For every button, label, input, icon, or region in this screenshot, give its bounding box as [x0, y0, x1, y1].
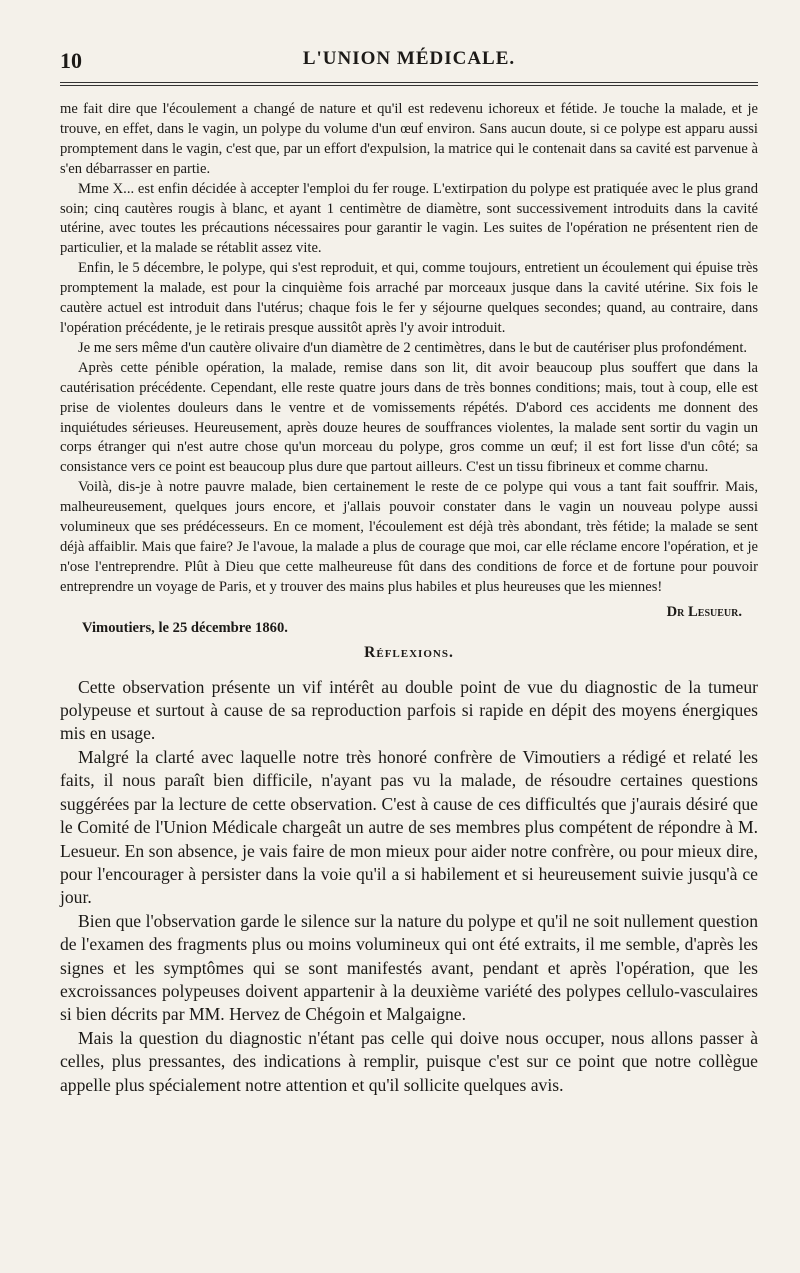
letter-body: [60, 100, 758, 598]
author-signature: Dr Lesueur.: [666, 603, 742, 620]
dateline: Vimoutiers, le 25 décembre 1860.: [82, 619, 288, 636]
paragraph: Je me sers même d'un cautère olivaire d'un diamètre de 2 centimètres, dans le but de cautériser plus profondément.: [78, 339, 748, 356]
paragraph: Mais la question du diagnostic n'étant pas celle qui doive nous occuper, nous allons passer à celles, plus pressantes, des indications à remplir, puisque c'est sur ce point que notre collègue appelle plus spécialement notre attention et qu'il sollicite quelques avis.: [60, 1027, 758, 1095]
header-rule: [60, 82, 758, 83]
section-title: Réflexions.: [364, 643, 454, 661]
paragraph: Voilà, dis-je à notre pauvre malade, bien certainement le reste de ce polype qui vous a tant fait souffrir. Mais, malheureusement, quelques jours encore, et j'allais pouvoir constater dans le vagin un nouveau polype aussi volumineux que ses prédécesseurs. En ce moment, l'écoulement est déjà très abondant, très fétide; la malade se sent déjà affaiblir. Mais que faire? Je l'avoue, la malade a plus de courage que moi, car elle réclame encore l'opération, et je n'ose l'entreprendre. Plût à Dieu que cette malheureuse fût dans des conditions de force et de fortune pour pouvoir entreprendre un voyage de Paris, et y trouver des mains plus habiles et plus heureuses que les miennes!: [60, 479, 758, 595]
paragraph: Mme X... est enfin décidée à accepter l'emploi du fer rouge. L'extirpation du polype est pratiquée avec le plus grand soin; cinq cautères rougis à blanc, et ayant 1 centimètre de diamètre, sont successivement introduits dans la cavité utérine, avec toutes les précautions nécessaires pour garantir le vagin. Les suites de l'opération ne présentent rien de particulier, et la malade se rétablit assez vite.: [60, 180, 758, 257]
page-number: 10: [60, 48, 82, 73]
paragraph: Bien que l'observation garde le silence sur la nature du polype et qu'il ne soit nullement question de l'examen des fragments plus ou moins volumineux qui ont été extraits, il me semble, d'après les signes et les symptômes qui se sont manifestés avant, pendant et après l'opération, que les excroissances polypeuses doivent appartenir à la deuxième variété des polypes cellulo-vasculaires si bien décrits par MM. Hervez de Chégoin et Malgaigne.: [60, 910, 758, 1025]
running-title: L'UNION MÉDICALE.: [302, 48, 516, 69]
signature-block: [60, 603, 758, 636]
header-rule-double: [60, 85, 758, 86]
paragraph: me fait dire que l'écoulement a changé de nature et qu'il est redevenu ichoreux et fétide. Je touche la malade, et je trouve, en effet, dans le vagin, un polype du volume d'un œuf environ. Sans aucun doute, si ce polype est apparu aussi promptement dans le vagin, c'est que, par un effort d'expulsion, la matrice qui le contenait dans sa cavité est parvenue à s'en débarrasser en partie.: [60, 101, 758, 177]
paragraph: Cette observation présente un vif intérêt au double point de vue du diagnostic de la tumeur polypeuse et surtout à cause de sa reproduction parfois si rapide en dépit des moyens énergiques mis en usage.: [60, 676, 758, 744]
paragraph: Après cette pénible opération, la malade, remise dans son lit, dit avoir beaucoup plus souffert que dans la cautérisation précédente. Cependant, elle reste quatre jours dans de très bonnes conditions; mais, tout à coup, elle est prise de violentes douleurs dans le ventre et de vomissements répétés. D'abord ces accidents me donnent des inquiétudes sérieuses. Heureusement, après douze heures de souffrances violentes, la malade sent sortir du vagin un corps étranger qui n'est autre chose qu'un morceau du polype, gros comme un œuf; il est fort lisse d'un côté; sa consistance vers ce point est beaucoup plus dure que partout ailleurs. C'est un tissu fibrineux et comme charnu.: [60, 359, 758, 476]
page-header: [60, 48, 758, 88]
paragraph: Enfin, le 5 décembre, le polype, qui s'est reproduit, et qui, comme toujours, entretient un écoulement qui épuise très promptement la malade, est pour la cinquième fois arraché par morceaux jusque dans la cavité utérine. Six fois le cautère actuel est introduit dans l'utérus; chaque fois le fer y séjourne quelques secondes; quand, au contraire, dans l'opération précédente, je le retirais presque aussitôt après l'y avoir introduit.: [60, 260, 758, 336]
reflexions-body: [60, 676, 758, 1097]
paragraph: Malgré la clarté avec laquelle notre très honoré confrère de Vimoutiers a rédigé et relaté les faits, il nous paraît bien difficile, n'ayant pas vu la malade, de résoudre certaines questions suggérées par la lecture de cette observation. C'est à cause de ces difficultés que j'aurais désiré que le Comité de l'Union Médicale chargeât un autre de ses membres plus compétent de répondre à M. Lesueur. En son absence, je vais faire de mon mieux pour aider notre confrère, ou pour mieux dire, pour l'encourager à persister dans la voie qu'il a si habilement et si heureusement suivie jusqu'à ce jour.: [60, 746, 758, 908]
